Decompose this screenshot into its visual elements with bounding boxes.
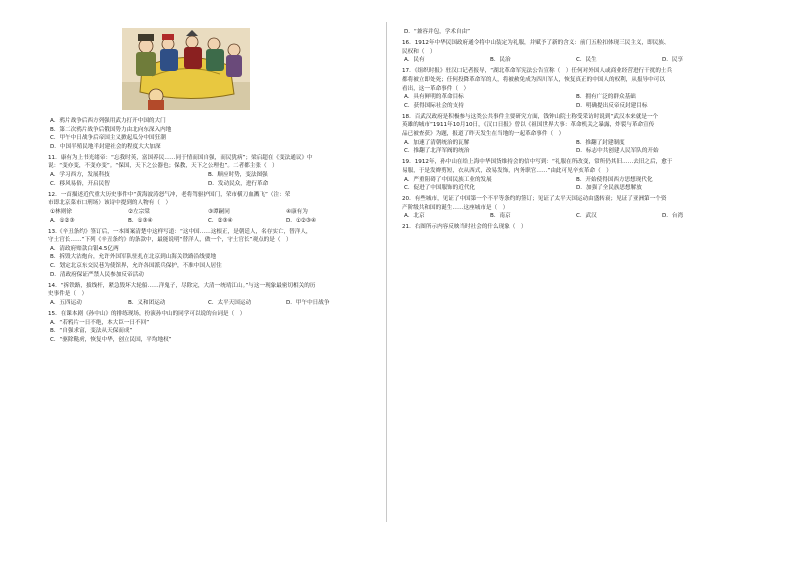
question-15 (48, 310, 370, 344)
q16-options-row (402, 56, 752, 65)
q17-option-b: B．拥有广泛的群众基础 (576, 94, 636, 101)
q10-option-a: A．鸦片战争后西方列强用武力打开中国的大门 (50, 118, 166, 124)
q12-option-b: B．①③④ (128, 217, 153, 224)
q16-option-c: C．民生 (576, 57, 597, 64)
q12-options-row (48, 217, 370, 226)
q19-stem-line-2: 易服，于是发辫剪短，衣从西式，改易发饰，内务职官……”由此可见辛亥革命（ ） (402, 167, 612, 174)
q19-options-row (402, 176, 752, 185)
q12-item-4: ④康有为 (286, 208, 308, 215)
q13-option-b: B．拆毁大沽炮台，允许外国军队驻扎在北京到山海关铁路沿线要地 (50, 254, 217, 261)
q11-option-d: D．发动民众，进行革命 (208, 180, 269, 187)
q14-stem-line-2: 史事件是（ ） (48, 291, 88, 298)
q12-item-1: ①林则徐 (50, 208, 72, 215)
q13-stem-line-1: 13.《辛丑条约》签订后，一本图案清楚中这样写道：“这中国……这根正，是朝廷人，名存实亡，替洋人， (48, 228, 312, 235)
q19-option-b: B．开始使得国西方思想现代化 (576, 176, 653, 183)
q17-option-a: A．具有鲜明的革命目标 (404, 94, 464, 101)
q16-option-a: A．民有 (404, 57, 425, 64)
q19-option-d: D．加强了全民族思想解放 (576, 185, 642, 192)
q12-item-2: ②左宗棠 (128, 208, 150, 215)
q15-option-a: A．“若鸦片一日不绝，本大臣一日不回” (50, 319, 150, 326)
q20-option-a: A．北京 (404, 213, 425, 220)
q11-stem-line-1: 11．康有为上书光绪帝：“忘我时英，富国养民……同于情而国自强，而民犹病”；梁启超在《变法通议》中 (48, 154, 313, 161)
q10-option-b: B．第二次鸦片战争后俄国势力由北向东深入内地 (50, 126, 172, 133)
question-11 (48, 154, 370, 188)
q18-option-d: D．标志中共创建人民军队的开始 (576, 148, 659, 155)
q18-options-row (402, 147, 752, 156)
question-14 (48, 282, 370, 308)
question-10-options (48, 117, 370, 151)
q18-option-b: B．推翻了封建制度 (576, 139, 625, 146)
left-column (48, 28, 370, 347)
q12-option-d: D．①②③④ (286, 217, 316, 224)
q20-option-d: D．台湾 (662, 213, 684, 220)
q18-stem-line-1: 18．百武汉政府是积极参与这类公共事件主要研究方面，钱钟山院士称受采访时说到“武汉本来就是一个 (402, 113, 659, 120)
q18-stem-line-2: 英雄的城市”1911年10月10日，《汉口日报》曾以《祖国世界大事：革命机关之暴露，炸裂与革命宣传 (402, 122, 655, 129)
question-15-continued (402, 28, 752, 37)
q12-stem-line-1: 12．一首描述近代重大历史事件中“黄海波涛怒气冲，老将驾驱护国门，荣市横刀血溅飞”（注：荣 (48, 191, 291, 198)
q15-option-c: C．“驱除鞑虏，恢复中华，创立民国，平均地权” (50, 336, 172, 343)
q20-options-row (402, 212, 752, 221)
q18-stem-line-3: 品已被查获》为题，报道了昨天发生在当地的一起革命事件（ ） (402, 131, 565, 138)
right-column (402, 28, 752, 235)
q18-option-c: C．推翻了北洋军阀的统治 (404, 148, 470, 155)
q12-option-a: A．①②③ (50, 217, 75, 224)
q20-stem-line-2: 产阶级共和国的诞生……这座城市是（ ） (402, 204, 509, 211)
q17-options-row (402, 93, 752, 102)
q11-option-c: C．移风易俗，开启民智 (50, 180, 110, 187)
q19-option-a: A．严重阻碍了中国民族工业的发展 (404, 176, 492, 183)
question-17 (402, 67, 752, 110)
q20-option-c: C．武汉 (576, 213, 597, 220)
q12-item-3: ③谭嗣同 (208, 208, 230, 215)
q19-stem-line-1: 19．1912年，孙中山在给上海中华国货维持会的信中写到：“礼服在所改变，常所仍其旧……去旧之后，愈于 (402, 159, 673, 166)
q20-stem-line-1: 20．有些城市，见证了中国第一个不平等条约的签订；见证了太平天国运动由盛转衰；见证了亚洲第一个资 (402, 196, 667, 203)
q10-option-c: C．甲午中日战争后帝国主义掀起瓜分中国狂潮 (50, 135, 166, 142)
q11-options-row (48, 180, 370, 189)
partition-cartoon-image (122, 28, 250, 110)
column-divider (386, 22, 387, 522)
q14-options-row (48, 299, 370, 308)
question-18 (402, 113, 752, 156)
q15-stem-line-1: 15．在课本剧《孙中山》的排练现场，扮演孙中山的同学可以说的台词是（ ） (48, 310, 246, 317)
q21-stem-line-1: 21．右图所示内容反映当时社会的什么现象（ ） (402, 224, 527, 231)
q11-option-a: A．学习西方，发展科技 (50, 172, 110, 179)
q12-stem-line-2: 市即北京菜市口刑场）该诗中提到的人物有（ ） (48, 200, 172, 207)
q13-option-a: A．清政府赔款白银4.5亿两 (50, 245, 119, 252)
q19-option-c: C．促进了中国服饰的近代化 (404, 185, 476, 192)
question-20 (402, 195, 752, 221)
q11-stem-line-2: 说：“变亦变，不变亦变”。“保国，天下之公器也；保教，天下之公理也”。二者都主张（ ） (48, 163, 278, 170)
q17-stem-line-1: 17．《组织时报》驻汉口记者报导，“湖北革命军宪法公告宣称（ ）任何对外国人或商业经营进行干扰的士兵 (402, 68, 673, 75)
q11-options-row (48, 171, 370, 180)
q12-items-row (48, 208, 370, 217)
q19-options-row (402, 184, 752, 193)
q12-option-c: C．②③④ (208, 217, 233, 224)
q13-option-c: C．划定北京东交民巷为使馆界，允许各国派兵保护，不准中国人居住 (50, 263, 222, 269)
q14-stem-line-1: 14．“拆铁路，拔线杆，紧急毁坏大轮船……洋鬼子，尽除完，大清一统靖江山。”与这一现象最密切相关的历 (48, 282, 316, 289)
question-19 (402, 158, 752, 192)
q16-stem-line-2: 民权和（ ） (402, 48, 436, 55)
question-16 (402, 39, 752, 65)
q16-stem-line-1: 16．1912年中华民国政府通令将中山装定为礼服，并赋予了新的含义：前门五粒扣体现三民主义，即民族、 (402, 40, 670, 47)
q17-options-row (402, 102, 752, 111)
q17-stem-line-2: 都将被立即处死；任何投降革命军的人，将被赦免成为四川军人，恢复真正的中国人的权利，从报导中可以 (402, 76, 665, 83)
q14-option-b: B．义和团运动 (128, 299, 166, 306)
q17-option-d: D．明确提出反帝反封建目标 (576, 102, 648, 109)
q16-option-d: D．民享 (662, 57, 684, 64)
q17-stem-line-3: 看出，这一革命事件（ ） (402, 85, 470, 92)
q15-option-b: B．“自强求富，变法从天保而成” (50, 328, 133, 335)
partition-cartoon-illustration (122, 28, 250, 110)
question-13 (48, 228, 370, 280)
q18-option-a: A．加速了清朝统治的瓦解 (404, 139, 470, 146)
q16-option-b: B．民治 (490, 57, 511, 64)
q15-option-d: D．“兼容并包，学术自由” (404, 29, 471, 35)
q14-option-c: C．太平天国运动 (208, 299, 252, 306)
q14-option-a: A．五四运动 (50, 299, 82, 306)
q14-option-d: D．甲午中日战争 (286, 299, 330, 306)
q20-option-b: B．南京 (490, 213, 511, 220)
q10-option-d: D．中国半殖民地半封建社会的程度大大加深 (50, 143, 161, 150)
question-12 (48, 191, 370, 225)
q13-stem-line-2: 守土官长……”下列《辛丑条约》的条款中，最能说明“替洋人，做一个，守土官长”观点的是（ ） (48, 237, 292, 244)
q18-options-row (402, 139, 752, 148)
q13-option-d: D．清政府保证严禁人民参加反帝活动 (50, 271, 144, 278)
question-21 (402, 223, 752, 232)
q17-option-c: C．获得国际社会的支持 (404, 102, 464, 109)
q11-option-b: B．顺应时势，变法图强 (208, 172, 268, 179)
